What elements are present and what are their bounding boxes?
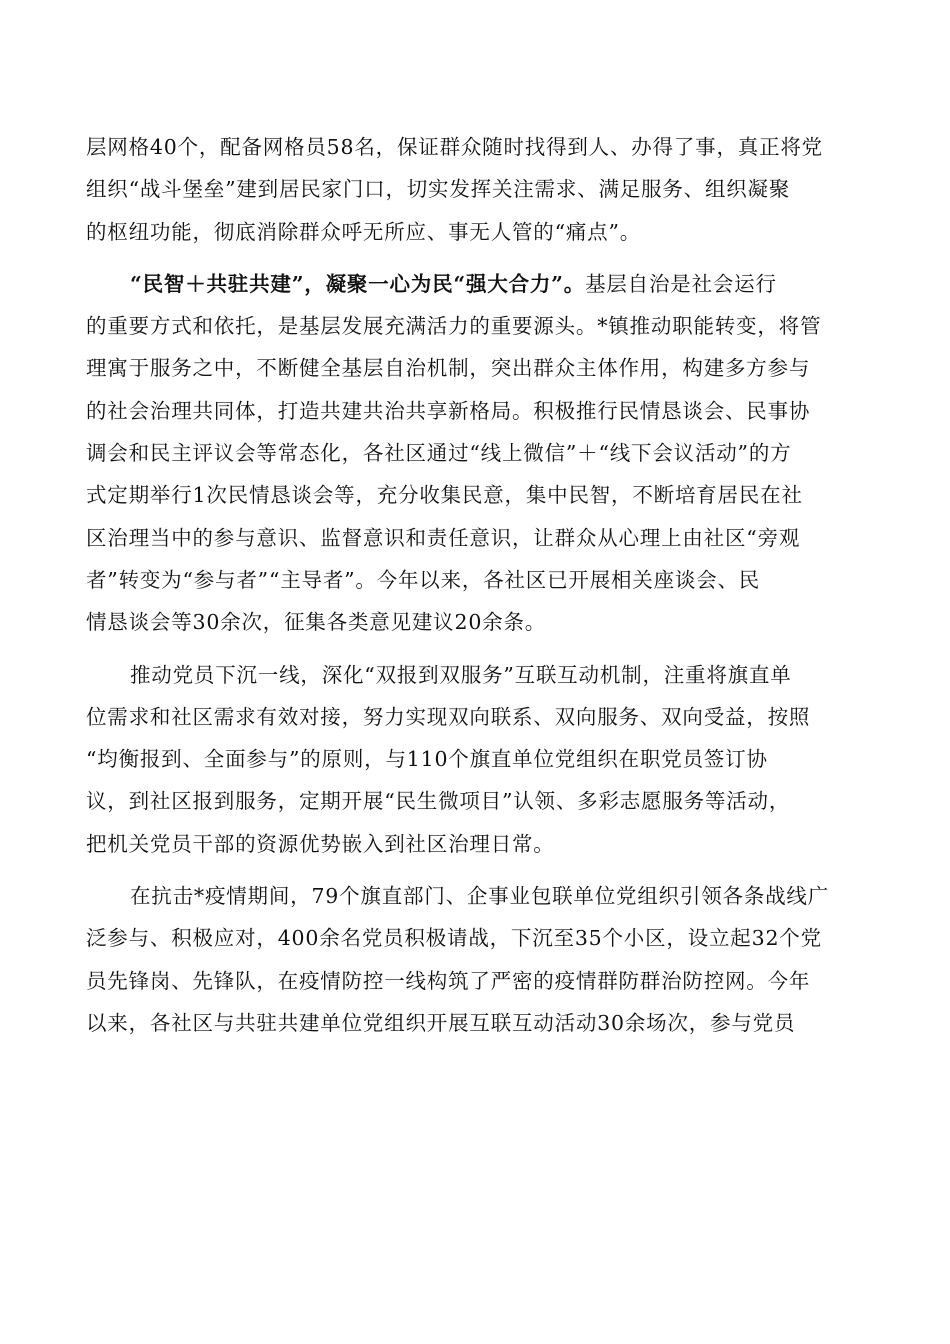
text-line: 泛参与、积极应对，400余名党员积极请战，下沉至35个小区，设立起32个党 <box>86 926 822 951</box>
text-line: 推动党员下沉一线，深化“双报到双服务”互联互动机制，注重将旗直单 <box>130 662 792 687</box>
text-line: “均衡报到、全面参与”的原则，与110个旗直单位党组织在职党员签订协 <box>86 747 768 772</box>
text-line: 理寓于服务之中，不断健全基层自治机制，突出群众主体作用，构建多方参与 <box>86 356 811 381</box>
text-line: 以来，各社区与共驻共建单位党组织开展互联互动活动30余场次，参与党员 <box>86 1010 796 1035</box>
text-line: 议，到社区报到服务，定期开展“民生微项目”认领、多彩志愿服务等活动， <box>86 789 791 814</box>
text-line: 区治理当中的参与意识、监督意识和责任意识，让群众从心理上由社区“旁观 <box>86 525 801 550</box>
text-line: 员先锋岗、先锋队，在疫情防控一线构筑了严密的疫情群防群治防控网。今年 <box>86 968 811 993</box>
paragraph-party-members <box>86 654 866 865</box>
text-line: 式定期举行1次民情恳谈会等，充分收集民意，集中民智，不断培育居民在社 <box>86 483 803 508</box>
text-line <box>86 263 866 305</box>
text-line: 层网格40个，配备网格员58名，保证群众随时找得到人、办得了事，真正将党 <box>86 135 823 159</box>
paragraph-grid-members <box>86 126 866 253</box>
text-line: 的枢纽功能，彻底消除群众呼无所应、事无人管的“痛点”。 <box>86 219 642 244</box>
text-line: 在抗击*疫情期间，79个旗直部门、企事业包联单位党组织引领各条战线广 <box>130 884 830 909</box>
text-line: 的重要方式和依托，是基层发展充满活力的重要源头。*镇推动职能转变，将管 <box>86 314 822 339</box>
text-line: 调会和民主评议会等常态化，各社区通过“线上微信”＋“线下会议活动”的方 <box>86 441 792 466</box>
text-line: 情恳谈会等30余次，征集各类意见建议20余条。 <box>86 610 547 635</box>
paragraph-epidemic <box>86 875 866 1044</box>
text-line: 组织“战斗堡垒”建到居民家门口，切实发挥关注需求、满足服务、组织凝聚 <box>86 177 791 202</box>
text-line: 的社会治理共同体，打造共建共治共享新格局。积极推行民情恳谈会、民事协 <box>86 398 811 423</box>
paragraph-co-construction <box>86 263 866 644</box>
text-line: 者”转变为“参与者”“主导者”。今年以来，各社区已开展相关座谈会、民 <box>86 567 761 592</box>
text-line: 把机关党员干部的资源优势嵌入到社区治理日常。 <box>86 831 555 856</box>
text-line: 位需求和社区需求有效对接，努力实现双向联系、双向服务、双向受益，按照 <box>86 704 811 729</box>
text-run: 基层自治是社会运行 <box>585 271 777 296</box>
document-body <box>86 126 866 1044</box>
section-heading: “民智＋共驻共建”，凝聚一心为民“强大合力”。 <box>130 271 586 296</box>
